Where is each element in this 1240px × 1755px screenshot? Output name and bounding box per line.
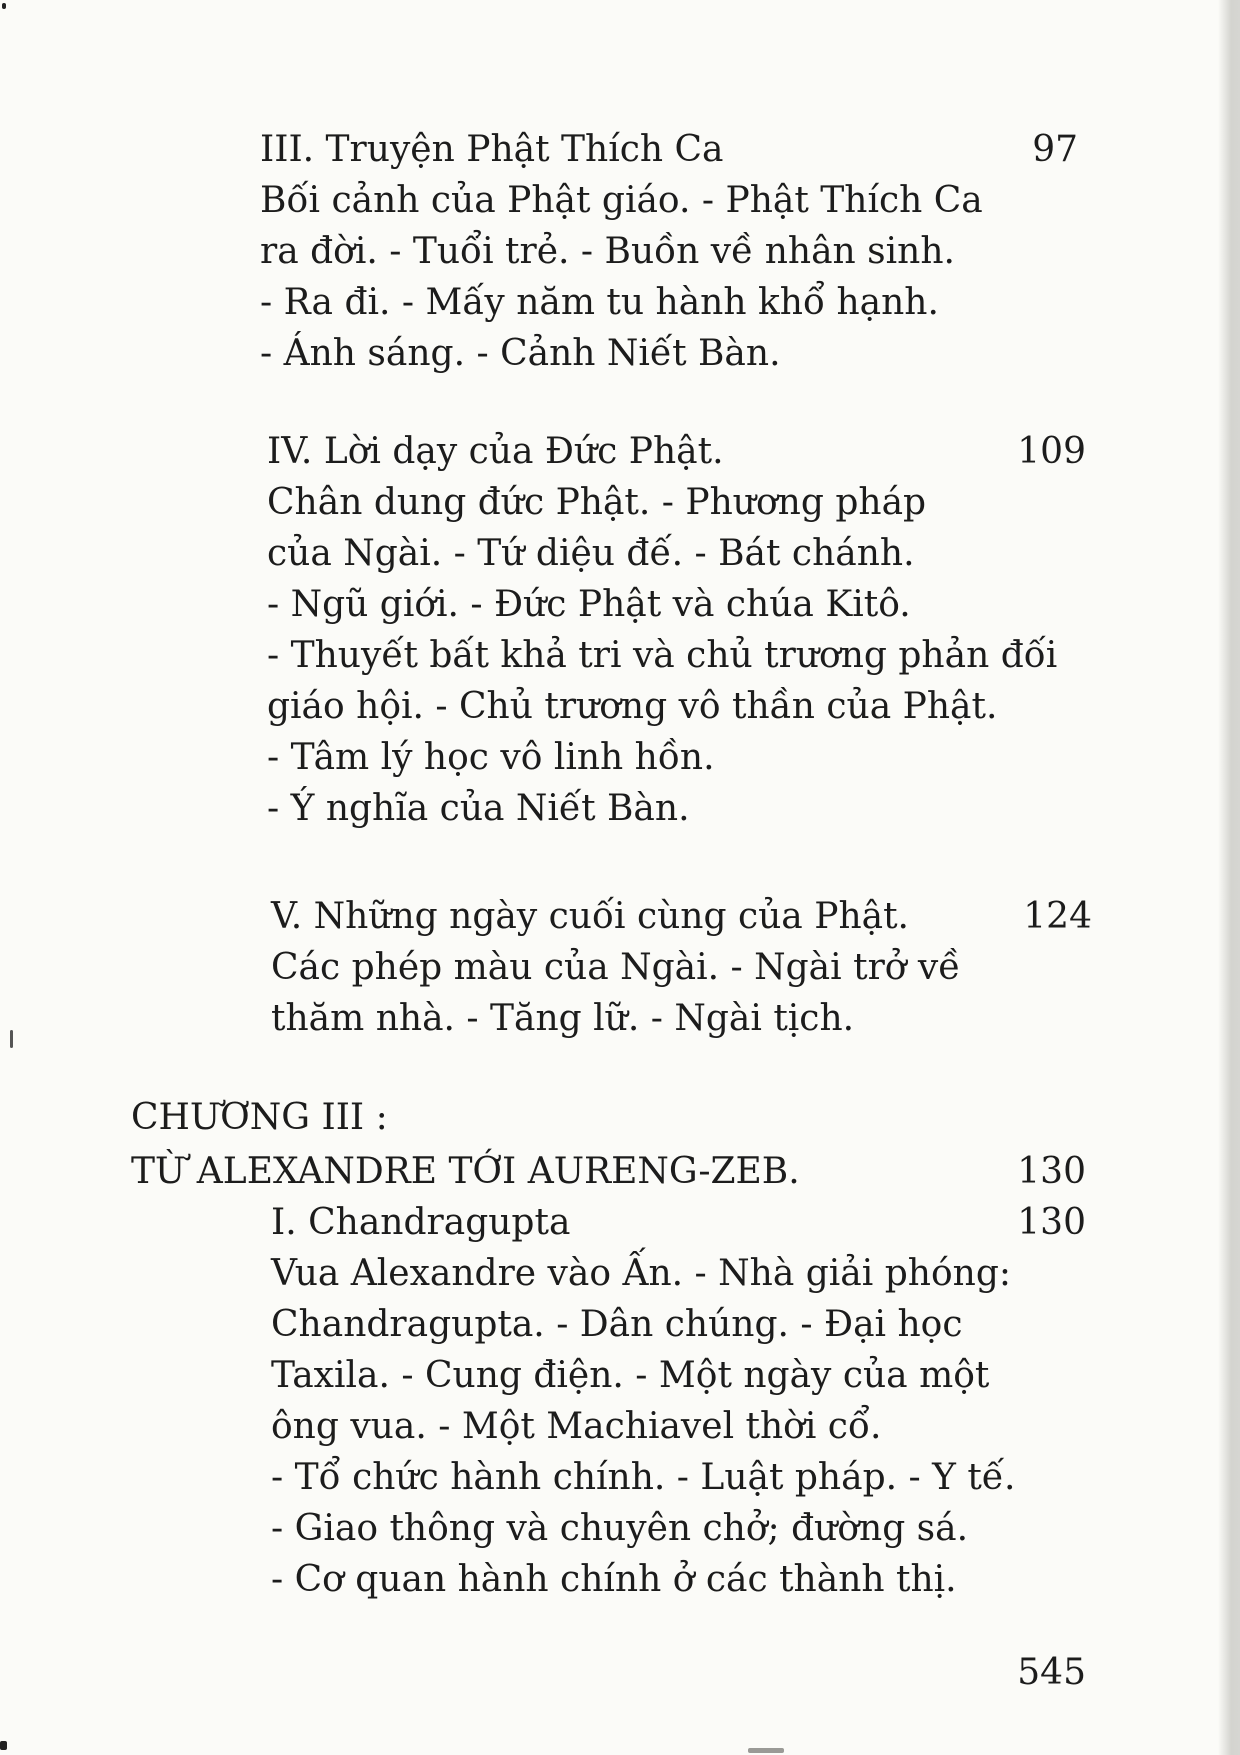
toc-entry-line: Chandragupta. - Dân chúng. - Đại học	[271, 1304, 963, 1345]
toc-entry-line: - Cơ quan hành chính ở các thành thị.	[271, 1559, 957, 1600]
chapter-title: TỪ ALEXANDRE TỚI AURENG-ZEB.	[131, 1151, 800, 1192]
toc-page-ref: 97	[1032, 129, 1078, 170]
toc-entry-line: - Ngũ giới. - Đức Phật và chúa Kitô.	[267, 584, 911, 625]
toc-entry-line: Các phép màu của Ngài. - Ngài trở về	[271, 947, 961, 988]
toc-entry-line: của Ngài. - Tứ diệu đế. - Bát chánh.	[267, 533, 915, 574]
toc-section-v	[271, 891, 960, 1044]
scan-mark-bottom-left	[0, 1741, 7, 1750]
toc-page-ref: 130	[1017, 1202, 1086, 1243]
toc-section-iv	[267, 426, 1057, 834]
toc-section-iii	[260, 124, 983, 379]
toc-entry-line: giáo hội. - Chủ trương vô thần của Phật.	[267, 686, 998, 727]
toc-entry-line: Vua Alexandre vào Ấn. - Nhà giải phóng:	[271, 1253, 1011, 1294]
toc-page-ref: 124	[1023, 896, 1092, 937]
toc-entry-line: ra đời. - Tuổi trẻ. - Buồn về nhân sinh.	[260, 231, 955, 272]
toc-section-heading: IV. Lời dạy của Đức Phật.	[267, 431, 724, 472]
toc-entry-line: thăm nhà. - Tăng lữ. - Ngài tịch.	[271, 998, 855, 1039]
toc-entry-line: - Giao thông và chuyên chở; đường sá.	[271, 1508, 969, 1549]
toc-entry-line: - Ánh sáng. - Cảnh Niết Bàn.	[260, 333, 781, 374]
toc-chapter-heading	[131, 1092, 800, 1197]
toc-entry-line: Taxila. - Cung điện. - Một ngày của một	[271, 1355, 990, 1396]
scan-mark-bottom-center	[748, 1748, 784, 1753]
toc-section-heading: III. Truyện Phật Thích Ca	[260, 129, 724, 170]
toc-entry-line: - Ra đi. - Mấy năm tu hành khổ hạnh.	[260, 282, 939, 323]
scan-mark-left-tick	[10, 1030, 13, 1048]
toc-page-ref: 130	[1017, 1151, 1086, 1192]
toc-entry-line: ông vua. - Một Machiavel thời cổ.	[271, 1406, 882, 1447]
toc-entry-line: - Thuyết bất khả tri và chủ trương phản đối	[267, 635, 1058, 676]
toc-entry-line: Bối cảnh của Phật giáo. - Phật Thích Ca	[260, 180, 983, 221]
scan-mark-top-left	[2, 3, 6, 9]
chapter-label: CHƯƠNG III :	[131, 1097, 388, 1138]
toc-entry-line: - Ý nghĩa của Niết Bàn.	[267, 788, 690, 829]
toc-entry-line: Chân dung đức Phật. - Phương pháp	[267, 482, 927, 523]
toc-section-heading: V. Những ngày cuối cùng của Phật.	[271, 896, 909, 937]
page-number: 545	[1017, 1652, 1086, 1693]
toc-entry-line: - Tâm lý học vô linh hồn.	[267, 737, 715, 778]
toc-page-ref: 109	[1017, 431, 1086, 472]
page-edge-shadow	[1218, 0, 1240, 1755]
toc-section-chandragupta	[271, 1197, 1015, 1605]
toc-section-heading: I. Chandragupta	[271, 1202, 571, 1243]
toc-entry-line: - Tổ chức hành chính. - Luật pháp. - Y tế.	[271, 1457, 1016, 1498]
